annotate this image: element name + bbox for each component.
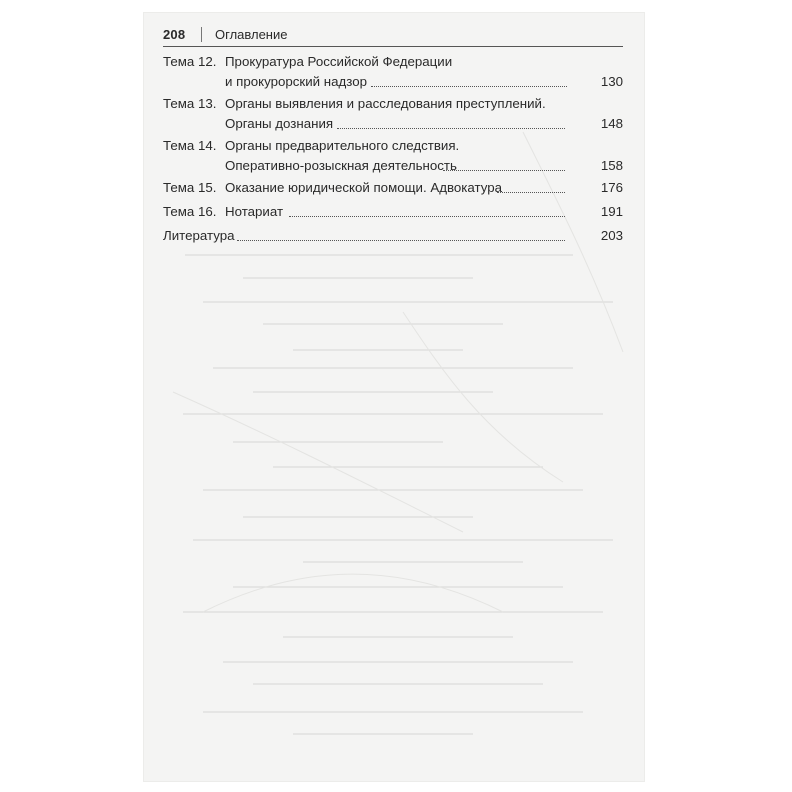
table-of-contents [143,12,645,782]
toc-entry-label: Литература [163,228,235,243]
toc-entry-label: Тема 16. [163,204,217,219]
dot-leader [497,192,565,193]
book-page [143,12,645,782]
toc-entry-page: 191 [600,204,623,219]
toc-entry-title: Оказание юридической помощи. Адвокатура [225,180,503,195]
dot-leader [371,86,567,87]
page-number: 208 [163,27,186,42]
toc-entry-page: 158 [600,158,623,173]
toc-entry-title-cont: Органы дознания [225,116,334,131]
toc-entry-title-cont: и прокурорский надзор [225,74,368,89]
toc-entry-page: 203 [600,228,623,243]
toc-entry-label: Тема 14. [163,138,217,153]
toc-entry-title-cont: Оперативно-розыскная деятельность [225,158,457,173]
toc-entry-title: Нотариат [225,204,284,219]
dot-leader [237,240,565,241]
toc-entry-page: 148 [600,116,623,131]
toc-entry-label: Тема 12. [163,54,217,69]
dot-leader [289,216,565,217]
toc-entry-page: 130 [600,74,623,89]
toc-entry-title: Органы предварительного следствия. [225,138,460,153]
toc-entry-page: 176 [600,180,623,195]
dot-leader [443,170,565,171]
running-title: Оглавление [215,27,288,42]
toc-entry-label: Тема 15. [163,180,217,195]
dot-leader [337,128,565,129]
toc-entry-title: Органы выявления и расследования преступлений. [225,96,546,111]
toc-entry-label: Тема 13. [163,96,217,111]
toc-entry-title: Прокуратура Российской Федерации [225,54,453,69]
